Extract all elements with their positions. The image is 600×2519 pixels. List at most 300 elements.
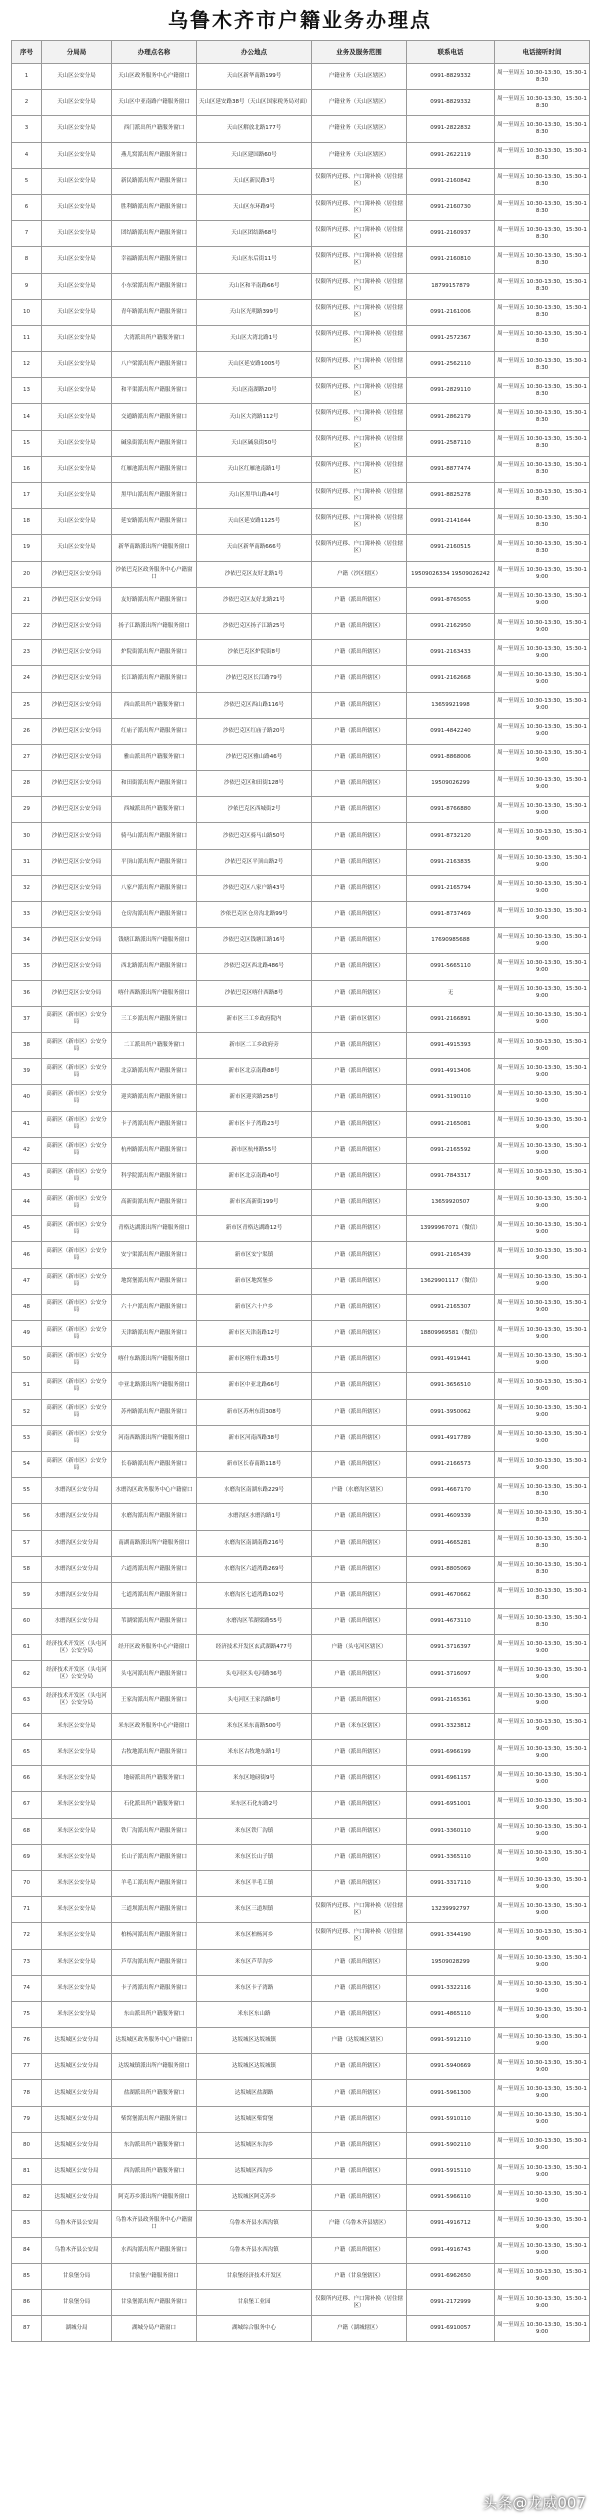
branch-name: 水磨沟区公安分局 <box>42 1609 112 1635</box>
branch-name: 米东区公安分局 <box>42 1844 112 1870</box>
row-number: 29 <box>12 797 42 823</box>
office-address: 天山区光明路399号 <box>197 299 312 325</box>
table-row <box>12 168 590 194</box>
phone-hours: 周一至周五 10:30-13:30，15:30-18:30 <box>495 142 590 168</box>
phone-number: 0991-4917789 <box>407 1425 495 1451</box>
office-address: 米东区铁厂沟镇 <box>197 1818 312 1844</box>
row-number: 55 <box>12 1478 42 1504</box>
phone-hours: 周一至周五 10:30-13:30，15:30-19:00 <box>495 1844 590 1870</box>
service-scope: 户籍（派出所辖区） <box>312 1242 407 1268</box>
row-number: 62 <box>12 1661 42 1687</box>
office-name: 幸福路派出所户籍服务窗口 <box>112 247 197 273</box>
branch-name: 水磨沟区公安分局 <box>42 1556 112 1582</box>
phone-number: 0991-8765055 <box>407 587 495 613</box>
phone-hours: 周一至周五 10:30-13:30，15:30-18:30 <box>495 90 590 116</box>
phone-number: 0991-5910110 <box>407 2106 495 2132</box>
branch-name: 米东区公安分局 <box>42 1792 112 1818</box>
service-scope: 户籍（派出所辖区） <box>312 1059 407 1085</box>
service-scope: 户籍（派出所辖区） <box>312 2159 407 2185</box>
row-number: 56 <box>12 1504 42 1530</box>
table-row <box>12 1032 590 1058</box>
table-row <box>12 1504 590 1530</box>
phone-hours: 周一至周五 10:30-13:30，15:30-19:00 <box>495 2159 590 2185</box>
office-name: 阿克苏乡派出所户籍服务窗口 <box>112 2185 197 2211</box>
row-number: 65 <box>12 1740 42 1766</box>
service-scope: 户籍（派出所辖区） <box>312 1504 407 1530</box>
office-name: 六道湾派出所户籍服务窗口 <box>112 1556 197 1582</box>
office-name: 红雁池派出所户籍服务窗口 <box>112 456 197 482</box>
phone-number: 0991-3365110 <box>407 1844 495 1870</box>
office-name: 经开区政务服务中心户籍窗口 <box>112 1635 197 1661</box>
table-row <box>12 1268 590 1294</box>
phone-hours: 周一至周五 10:30-13:30，15:30-19:00 <box>495 954 590 980</box>
office-address: 沙依巴克区和田街128号 <box>197 771 312 797</box>
office-address: 米东区卡子湾路 <box>197 1975 312 2001</box>
table-row <box>12 744 590 770</box>
office-name: 南湖南路派出所户籍服务窗口 <box>112 1530 197 1556</box>
phone-hours: 周一至周五 10:30-13:30，15:30-19:00 <box>495 718 590 744</box>
table-row <box>12 1844 590 1870</box>
phone-number: 0991-2141644 <box>407 509 495 535</box>
office-name: 头屯河派出所户籍服务窗口 <box>112 1661 197 1687</box>
phone-number: 0991-4665281 <box>407 1530 495 1556</box>
office-name: 杭州路派出所户籍服务窗口 <box>112 1137 197 1163</box>
office-name: 铁厂沟派出所户籍服务窗口 <box>112 1818 197 1844</box>
row-number: 44 <box>12 1190 42 1216</box>
office-address: 天山区红雁池南路1号 <box>197 456 312 482</box>
branch-name: 高新区（新市区）公安分局 <box>42 1425 112 1451</box>
branch-name: 高新区（新市区）公安分局 <box>42 1085 112 1111</box>
branch-name: 沙依巴克区公安分局 <box>42 797 112 823</box>
office-name: 水磨沟派出所户籍服务窗口 <box>112 1504 197 1530</box>
phone-number: 0991-2161006 <box>407 299 495 325</box>
office-address: 沙依巴克区西城街2号 <box>197 797 312 823</box>
phone-hours: 周一至周五 10:30-13:30，15:30-19:00 <box>495 2237 590 2263</box>
row-number: 5 <box>12 168 42 194</box>
branch-name: 沙依巴克区公安分局 <box>42 875 112 901</box>
phone-number: 0991-2163835 <box>407 849 495 875</box>
service-scope: 户籍（湖城辖区） <box>312 2316 407 2342</box>
row-number: 37 <box>12 1006 42 1032</box>
branch-name: 高新区（新市区）公安分局 <box>42 1190 112 1216</box>
service-scope: 户籍（派出所辖区） <box>312 2237 407 2263</box>
row-number: 16 <box>12 456 42 482</box>
office-name: 苇湖梁派出所户籍服务窗口 <box>112 1609 197 1635</box>
service-scope: 仅限所内迁移、户口簿补换（居住辖区） <box>312 430 407 456</box>
office-address: 沙依巴克区友好北路21号 <box>197 587 312 613</box>
phone-number: 0991-3190110 <box>407 1085 495 1111</box>
table-row <box>12 325 590 351</box>
phone-hours: 周一至周五 10:30-13:30，15:30-18:30 <box>495 456 590 482</box>
branch-name: 达坂城区公安分局 <box>42 2106 112 2132</box>
service-scope: 户籍（甘泉堡辖区） <box>312 2263 407 2289</box>
branch-name: 高新区（新市区）公安分局 <box>42 1242 112 1268</box>
phone-number: 0991-3344190 <box>407 1923 495 1949</box>
office-name: 钱塘江路派出所户籍服务窗口 <box>112 928 197 954</box>
branch-name: 沙依巴克区公安分局 <box>42 823 112 849</box>
row-number: 87 <box>12 2316 42 2342</box>
office-name: 三道坝派出所户籍服务窗口 <box>112 1897 197 1923</box>
branch-name: 高新区（新市区）公安分局 <box>42 1059 112 1085</box>
office-name: 骑马山派出所户籍服务窗口 <box>112 823 197 849</box>
row-number: 2 <box>12 90 42 116</box>
phone-hours: 周一至周五 10:30-13:30，15:30-19:00 <box>495 1347 590 1373</box>
row-number: 59 <box>12 1582 42 1608</box>
phone-hours: 周一至周五 10:30-13:30，15:30-19:00 <box>495 902 590 928</box>
office-name: 燕儿窝派出所户籍服务窗口 <box>112 142 197 168</box>
table-row <box>12 2001 590 2027</box>
phone-hours: 周一至周五 10:30-13:30，15:30-19:00 <box>495 1321 590 1347</box>
phone-number: 0991-4915393 <box>407 1032 495 1058</box>
table-row <box>12 1792 590 1818</box>
office-address: 天山区延安路1005号 <box>197 352 312 378</box>
table-row <box>12 1478 590 1504</box>
office-address: 新市区卡子湾路23号 <box>197 1111 312 1137</box>
phone-hours: 周一至周五 10:30-13:30，15:30-19:00 <box>495 666 590 692</box>
office-name: 米东区政务服务中心户籍窗口 <box>112 1713 197 1739</box>
office-address: 水磨沟区六道湾路269号 <box>197 1556 312 1582</box>
header-hours: 电话接听时间 <box>495 41 590 64</box>
office-address: 新市区苏州东街308号 <box>197 1399 312 1425</box>
row-number: 1 <box>12 64 42 90</box>
office-name: 迎宾路派出所户籍服务窗口 <box>112 1085 197 1111</box>
phone-number: 13629901117（微信） <box>407 1268 495 1294</box>
office-name: 柏杨河派出所户籍服务窗口 <box>112 1923 197 1949</box>
row-number: 13 <box>12 378 42 404</box>
table-row <box>12 718 590 744</box>
service-scope: 户籍（派出所辖区） <box>312 1818 407 1844</box>
office-name: 长江路派出所户籍服务窗口 <box>112 666 197 692</box>
office-name: 羊毛工派出所户籍服务窗口 <box>112 1870 197 1896</box>
row-number: 61 <box>12 1635 42 1661</box>
row-number: 67 <box>12 1792 42 1818</box>
phone-hours: 周一至周五 10:30-13:30，15:30-18:30 <box>495 168 590 194</box>
office-name: 高新街派出所户籍服务窗口 <box>112 1190 197 1216</box>
phone-number: 13239992797 <box>407 1897 495 1923</box>
office-address: 新市区迎宾路258号 <box>197 1085 312 1111</box>
office-address: 沙依巴克区仓房沟北路99号 <box>197 902 312 928</box>
branch-name: 天山区公安分局 <box>42 456 112 482</box>
office-name: 东山派出所户籍服务窗口 <box>112 2001 197 2027</box>
office-name: 雅山派出所户籍服务窗口 <box>112 744 197 770</box>
service-scope: 户籍（派出所辖区） <box>312 1740 407 1766</box>
table-row <box>12 1294 590 1320</box>
office-address: 达坂城区阿克苏乡 <box>197 2185 312 2211</box>
office-name: 炉院街派出所户籍服务窗口 <box>112 640 197 666</box>
phone-number: 0991-2165307 <box>407 1294 495 1320</box>
office-address: 达坂城区盐湖路 <box>197 2080 312 2106</box>
phone-hours: 周一至周五 10:30-13:30，15:30-18:30 <box>495 116 590 142</box>
service-scope: 户籍（派出所辖区） <box>312 2001 407 2027</box>
row-number: 11 <box>12 325 42 351</box>
branch-name: 水磨沟区公安分局 <box>42 1582 112 1608</box>
row-number: 48 <box>12 1294 42 1320</box>
row-number: 33 <box>12 902 42 928</box>
table-row <box>12 221 590 247</box>
row-number: 69 <box>12 1844 42 1870</box>
phone-number: 0991-6961157 <box>407 1766 495 1792</box>
phone-number: 0991-7843317 <box>407 1163 495 1189</box>
phone-number: 0991-3360110 <box>407 1818 495 1844</box>
table-row <box>12 1661 590 1687</box>
service-scope: 户籍（达坂城区辖区） <box>312 2028 407 2054</box>
branch-name: 经济技术开发区（头屯河区）公安分局 <box>42 1635 112 1661</box>
table-row <box>12 2289 590 2315</box>
service-scope: 户籍（派出所辖区） <box>312 849 407 875</box>
branch-name: 水磨沟区公安分局 <box>42 1530 112 1556</box>
office-address: 沙依巴克区炉院街8号 <box>197 640 312 666</box>
office-address: 乌鲁木齐县水西沟镇 <box>197 2237 312 2263</box>
phone-number: 17690985688 <box>407 928 495 954</box>
table-row <box>12 1609 590 1635</box>
branch-name: 沙依巴克区公安分局 <box>42 587 112 613</box>
phone-number: 0991-4865110 <box>407 2001 495 2027</box>
service-scope: 户籍（派出所辖区） <box>312 2132 407 2158</box>
branch-name: 达坂城区公安分局 <box>42 2132 112 2158</box>
phone-number: 0991-2162950 <box>407 613 495 639</box>
service-scope: 仅限所内迁移、户口簿补换（居住辖区） <box>312 221 407 247</box>
table-row <box>12 64 590 90</box>
row-number: 20 <box>12 561 42 587</box>
table-row <box>12 1242 590 1268</box>
branch-name: 天山区公安分局 <box>42 90 112 116</box>
branch-name: 水磨沟区公安分局 <box>42 1504 112 1530</box>
phone-hours: 周一至周五 10:30-13:30，15:30-18:30 <box>495 194 590 220</box>
phone-hours: 周一至周五 10:30-13:30，15:30-19:00 <box>495 1242 590 1268</box>
service-scope: 户籍（头屯河区辖区） <box>312 1635 407 1661</box>
service-scope: 户籍（派出所辖区） <box>312 1216 407 1242</box>
office-address: 新市区三工乡政府院内 <box>197 1006 312 1032</box>
office-name: 友好路派出所户籍服务窗口 <box>112 587 197 613</box>
office-name: 达坂城区政务服务中心户籍窗口 <box>112 2028 197 2054</box>
phone-number: 19509028299 <box>407 1949 495 1975</box>
phone-hours: 周一至周五 10:30-13:30，15:30-18:30 <box>495 64 590 90</box>
table-row <box>12 1425 590 1451</box>
phone-number: 0991-3716397 <box>407 1635 495 1661</box>
table-row <box>12 2106 590 2132</box>
service-scope: 仅限所内迁移、户口簿补换（居住辖区） <box>312 325 407 351</box>
table-row <box>12 1347 590 1373</box>
office-address: 米东区三道坝镇 <box>197 1897 312 1923</box>
row-number: 66 <box>12 1766 42 1792</box>
phone-number: 0991-6966199 <box>407 1740 495 1766</box>
table-row <box>12 613 590 639</box>
office-name: 团结路派出所户籍服务窗口 <box>112 221 197 247</box>
phone-hours: 周一至周五 10:30-13:30，15:30-19:00 <box>495 2106 590 2132</box>
phone-hours: 周一至周五 10:30-13:30，15:30-19:00 <box>495 1870 590 1896</box>
office-name: 平顶山派出所户籍服务窗口 <box>112 849 197 875</box>
phone-hours: 周一至周五 10:30-13:30，15:30-18:30 <box>495 535 590 561</box>
phone-number: 0991-2172999 <box>407 2289 495 2315</box>
office-address: 新市区二工乡政府旁 <box>197 1032 312 1058</box>
row-number: 83 <box>12 2211 42 2237</box>
phone-number: 0991-2165439 <box>407 1242 495 1268</box>
table-row <box>12 980 590 1006</box>
service-scope: 户籍（派出所辖区） <box>312 1451 407 1477</box>
office-address: 天山区延安路1125号 <box>197 509 312 535</box>
phone-number: 0991-5940669 <box>407 2054 495 2080</box>
table-row <box>12 273 590 299</box>
office-name: 沙依巴克区政务服务中心户籍窗口 <box>112 561 197 587</box>
table-row <box>12 2159 590 2185</box>
branch-name: 米东区公安分局 <box>42 1975 112 2001</box>
page-title: 乌鲁木齐市户籍业务办理点 <box>168 8 432 32</box>
table-row <box>12 1111 590 1137</box>
phone-hours: 周一至周五 10:30-13:30，15:30-19:00 <box>495 1294 590 1320</box>
service-scope: 户籍（派出所辖区） <box>312 1032 407 1058</box>
phone-number: 0991-2163433 <box>407 640 495 666</box>
office-address: 新市区喀什东路35号 <box>197 1347 312 1373</box>
phone-hours: 周一至周五 10:30-13:30，15:30-19:00 <box>495 1713 590 1739</box>
office-address: 新市区杭州路55号 <box>197 1137 312 1163</box>
office-address: 天山区建国路60号 <box>197 142 312 168</box>
branch-name: 高新区（新市区）公安分局 <box>42 1006 112 1032</box>
table-row <box>12 1006 590 1032</box>
table-row <box>12 2054 590 2080</box>
phone-hours: 周一至周五 10:30-13:30，15:30-19:00 <box>495 2289 590 2315</box>
branch-name: 经济技术开发区（头屯河区）公安分局 <box>42 1687 112 1713</box>
table-row <box>12 561 590 587</box>
phone-number: 0991-2587110 <box>407 430 495 456</box>
row-number: 60 <box>12 1609 42 1635</box>
row-number: 7 <box>12 221 42 247</box>
service-scope: 户籍（派出所辖区） <box>312 823 407 849</box>
branch-name: 高新区（新市区）公安分局 <box>42 1294 112 1320</box>
office-name: 扬子江路派出所户籍服务窗口 <box>112 613 197 639</box>
row-number: 46 <box>12 1242 42 1268</box>
row-number: 36 <box>12 980 42 1006</box>
office-address: 沙依巴克区友好北路1号 <box>197 561 312 587</box>
table-row <box>12 1870 590 1896</box>
table-row <box>12 1321 590 1347</box>
table-row <box>12 1818 590 1844</box>
office-name: 新民路派出所户籍服务窗口 <box>112 168 197 194</box>
phone-hours: 周一至周五 10:30-13:30，15:30-19:00 <box>495 1032 590 1058</box>
table-row <box>12 1137 590 1163</box>
office-address: 沙依巴克区红庙子路20号 <box>197 718 312 744</box>
service-scope: 户籍（派出所辖区） <box>312 1530 407 1556</box>
row-number: 10 <box>12 299 42 325</box>
table-row <box>12 1059 590 1085</box>
phone-number: 0991-8825278 <box>407 483 495 509</box>
office-address: 新市区长春南路118号 <box>197 1451 312 1477</box>
phone-number: 0991-5665110 <box>407 954 495 980</box>
branch-name: 达坂城区公安分局 <box>42 2159 112 2185</box>
phone-number: 0991-5902110 <box>407 2132 495 2158</box>
branch-name: 甘泉堡分局 <box>42 2263 112 2289</box>
branch-name: 米东区公安分局 <box>42 2001 112 2027</box>
service-scope: 户籍（沙区辖区） <box>312 561 407 587</box>
row-number: 85 <box>12 2263 42 2289</box>
row-number: 86 <box>12 2289 42 2315</box>
phone-hours: 周一至周五 10:30-13:30，15:30-19:00 <box>495 1059 590 1085</box>
table-row <box>12 404 590 430</box>
office-name: 甘泉堡派出所户籍服务窗口 <box>112 2289 197 2315</box>
service-scope: 仅限所内迁移、户口簿补换（居住辖区） <box>312 404 407 430</box>
phone-number: 0991-6962650 <box>407 2263 495 2289</box>
branch-name: 高新区（新市区）公安分局 <box>42 1216 112 1242</box>
phone-number: 0991-2162668 <box>407 666 495 692</box>
phone-hours: 周一至周五 10:30-13:30，15:30-19:00 <box>495 1766 590 1792</box>
branch-name: 高新区（新市区）公安分局 <box>42 1137 112 1163</box>
branch-name: 米东区公安分局 <box>42 1870 112 1896</box>
office-address: 米东区东山路 <box>197 2001 312 2027</box>
branch-name: 达坂城区公安分局 <box>42 2185 112 2211</box>
branch-name: 天山区公安分局 <box>42 378 112 404</box>
service-scope: 仅限所内迁移、户口簿补换（居住辖区） <box>312 1923 407 1949</box>
row-number: 18 <box>12 509 42 535</box>
table-row <box>12 875 590 901</box>
phone-hours: 周一至周五 10:30-13:30，15:30-18:30 <box>495 430 590 456</box>
table-row <box>12 849 590 875</box>
branch-name: 湖城分局 <box>42 2316 112 2342</box>
service-scope: 户籍（派出所辖区） <box>312 1399 407 1425</box>
office-address: 甘泉堡工业园 <box>197 2289 312 2315</box>
table-row <box>12 352 590 378</box>
branch-name: 达坂城区公安分局 <box>42 2054 112 2080</box>
phone-hours: 周一至周五 10:30-13:30，15:30-19:00 <box>495 1085 590 1111</box>
phone-hours: 周一至周五 10:30-13:30，15:30-19:00 <box>495 1373 590 1399</box>
office-name: 喀什西路派出所户籍服务窗口 <box>112 980 197 1006</box>
phone-hours: 周一至周五 10:30-13:30，15:30-19:00 <box>495 2263 590 2289</box>
row-number: 15 <box>12 430 42 456</box>
service-scope: 户籍（派出所辖区） <box>312 2185 407 2211</box>
office-name: 地磅派出所户籍服务窗口 <box>112 1766 197 1792</box>
office-address: 水磨沟区七道湾路102号 <box>197 1582 312 1608</box>
service-scope: 户籍（派出所辖区） <box>312 1085 407 1111</box>
office-address: 水磨沟区南湖南路216号 <box>197 1530 312 1556</box>
row-number: 82 <box>12 2185 42 2211</box>
branch-name: 沙依巴克区公安分局 <box>42 954 112 980</box>
table-row <box>12 247 590 273</box>
phone-hours: 周一至周五 10:30-13:30，15:30-19:00 <box>495 2185 590 2211</box>
service-scope: 仅限所内迁移、户口簿补换（居住辖区） <box>312 1897 407 1923</box>
phone-number: 0991-2160515 <box>407 535 495 561</box>
office-address: 米东区长山子镇 <box>197 1844 312 1870</box>
phone-number: 0991-2166891 <box>407 1006 495 1032</box>
office-name: 水磨沟区政务服务中心户籍窗口 <box>112 1478 197 1504</box>
row-number: 45 <box>12 1216 42 1242</box>
branch-name: 高新区（新市区）公安分局 <box>42 1032 112 1058</box>
office-name: 和平渠派出所户籍服务窗口 <box>112 378 197 404</box>
phone-hours: 周一至周五 10:30-13:30，15:30-19:00 <box>495 1897 590 1923</box>
office-name: 青格达湖派出所户籍服务窗口 <box>112 1216 197 1242</box>
phone-hours: 周一至周五 10:30-13:30，15:30-18:30 <box>495 325 590 351</box>
phone-number: 13659920507 <box>407 1190 495 1216</box>
branch-name: 天山区公安分局 <box>42 194 112 220</box>
office-address: 沙依巴克区喀什西路8号 <box>197 980 312 1006</box>
branch-name: 沙依巴克区公安分局 <box>42 744 112 770</box>
office-address: 沙依巴克区钱塘江路16号 <box>197 928 312 954</box>
row-number: 47 <box>12 1268 42 1294</box>
office-address: 达坂城区柴窝堡 <box>197 2106 312 2132</box>
table-row <box>12 116 590 142</box>
office-name: 长山子派出所户籍服务窗口 <box>112 1844 197 1870</box>
branch-name: 天山区公安分局 <box>42 299 112 325</box>
phone-number: 0991-2165081 <box>407 1111 495 1137</box>
office-name: 石化派出所户籍服务窗口 <box>112 1792 197 1818</box>
table-row <box>12 1216 590 1242</box>
service-scope: 仅限所内迁移、户口簿补换（居住辖区） <box>312 247 407 273</box>
office-name: 二工派出所户籍服务窗口 <box>112 1032 197 1058</box>
table-row <box>12 2185 590 2211</box>
branch-name: 沙依巴克区公安分局 <box>42 771 112 797</box>
office-address: 新市区河南西路38号 <box>197 1425 312 1451</box>
table-row <box>12 509 590 535</box>
office-address: 新市区北京南路88号 <box>197 1059 312 1085</box>
table-row <box>12 1975 590 2001</box>
office-address: 沙依巴克区骑马山路50号 <box>197 823 312 849</box>
